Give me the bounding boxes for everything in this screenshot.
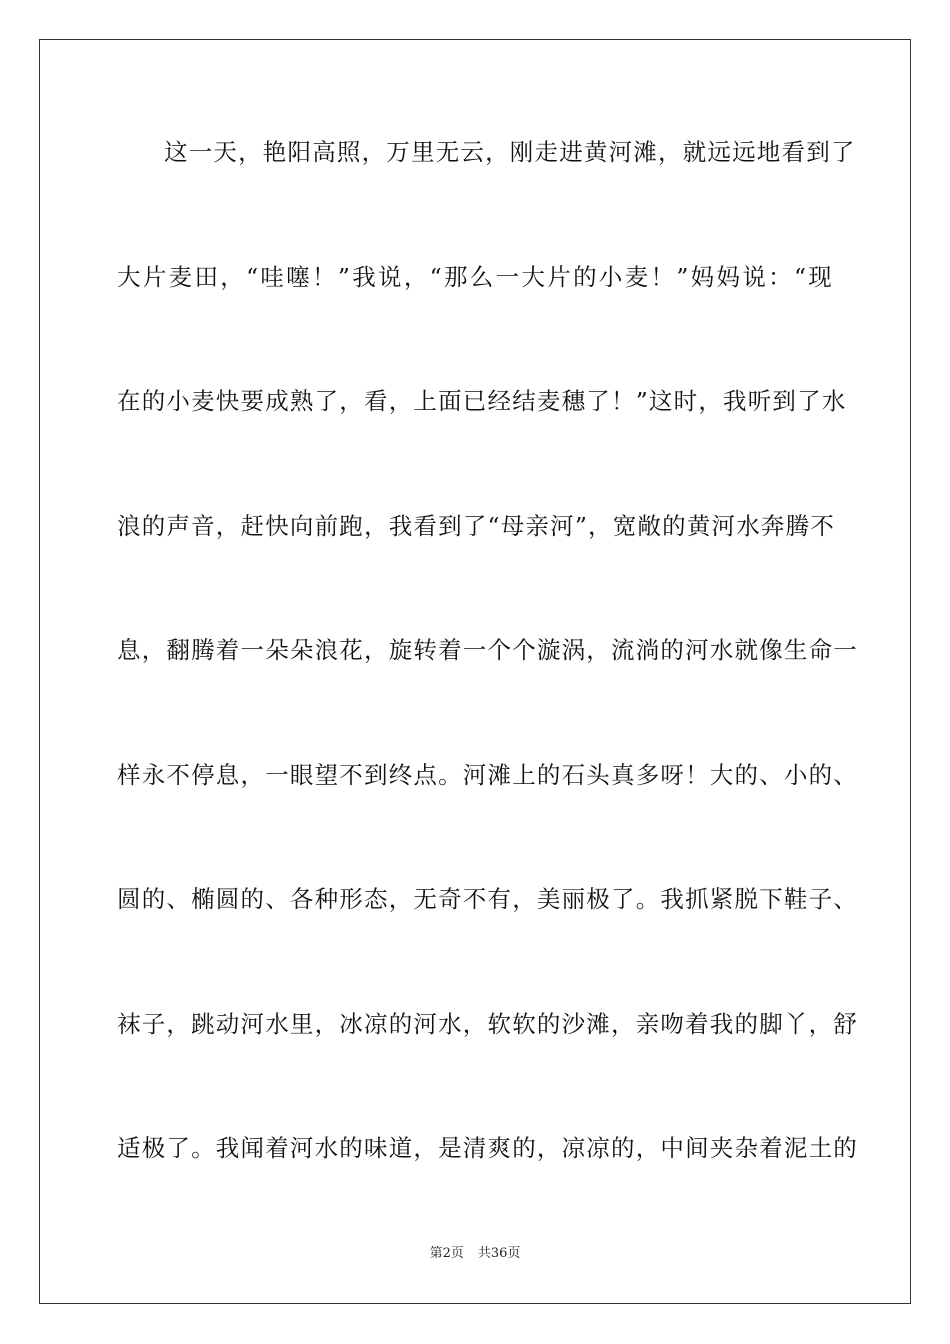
text-line: 袜子，跳动河水里，冰凉的河水，软软的沙滩，亲吻着我的脚丫，舒 [117, 1009, 858, 1038]
page-number: 第2页 [429, 1246, 464, 1261]
text-line: 样永不停息，一眼望不到终点。河滩上的石头真多呀！大的、小的、 [117, 760, 858, 789]
page-footer [0, 1244, 950, 1264]
text-line: 适极了。我闻着河水的味道，是清爽的，凉凉的，中间夹杂着泥土的 [117, 1134, 858, 1162]
text-line: 圆的、椭圆的、各种形态，无奇不有，美丽极了。我抓紧脱下鞋子、 [117, 885, 858, 913]
body-text [117, 129, 858, 1250]
page-total: 共36页 [477, 1246, 521, 1261]
text-line: 息，翻腾着一朵朵浪花，旋转着一个个漩涡，流淌的河水就像生命一 [117, 636, 858, 664]
text-line: 在的小麦快要成熟了，看，上面已经结麦穗了！”这时，我听到了水 [117, 387, 847, 415]
text-line: 大片麦田，“哇噻！”我说，“那么一大片的小麦！”妈妈说：“现 [117, 262, 833, 291]
text-line: 浪的声音，赶快向前跑，我看到了“母亲河”，宽敞的黄河水奔腾不 [117, 511, 836, 540]
text-line: 这一天，艳阳高照，万里无云，刚走进黄河滩，就远远地看到了 [164, 138, 856, 166]
